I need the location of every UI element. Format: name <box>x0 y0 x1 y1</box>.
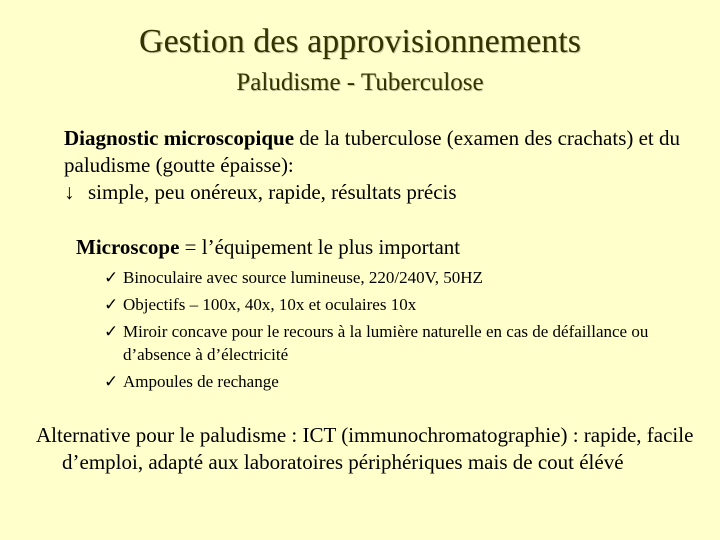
equipment-checklist <box>104 266 664 397</box>
diagnostic-benefits: simple, peu onéreux, rapide, résultats précis <box>88 180 457 204</box>
down-arrow-icon: ↓ <box>64 180 75 204</box>
list-item-text: Ampoules de rechange <box>123 372 279 391</box>
microscope-heading <box>76 234 696 261</box>
list-item-text: Binoculaire avec source lumineuse, 220/240V, 50HZ <box>123 268 483 287</box>
list-item <box>104 370 664 393</box>
check-icon: ✓ <box>104 322 119 341</box>
list-item <box>104 320 664 366</box>
list-item <box>104 293 664 316</box>
diagnostic-paragraph <box>64 125 684 206</box>
diagnostic-text: de la tuberculose (examen des crachats) et du paludisme (goutte épaisse): <box>64 126 681 177</box>
microscope-bold-text: Microscope <box>76 235 180 259</box>
list-item-text: Objectifs – 100x, 40x, 10x et oculaires 10x <box>123 295 417 314</box>
check-icon: ✓ <box>104 372 119 391</box>
slide-subtitle: Paludisme - Tuberculose <box>236 69 484 96</box>
microscope-text: = l’équipement le plus important <box>179 235 461 259</box>
list-item <box>104 266 664 289</box>
check-icon: ✓ <box>104 268 119 287</box>
alternative-paragraph: Alternative pour le paludisme : ICT (immunochromatographie) : rapide, facile d’emploi, adapté aux laboratoires périphériques mais de cout élévé <box>36 423 694 474</box>
list-item-text: Miroir concave pour le recours à la lumière naturelle en cas de défaillance ou d’absence à d’électricité <box>123 322 649 364</box>
check-icon: ✓ <box>104 295 119 314</box>
diagnostic-bold-text: Diagnostic microscopique <box>64 126 295 150</box>
slide-title: Gestion des approvisionnements <box>139 23 581 60</box>
